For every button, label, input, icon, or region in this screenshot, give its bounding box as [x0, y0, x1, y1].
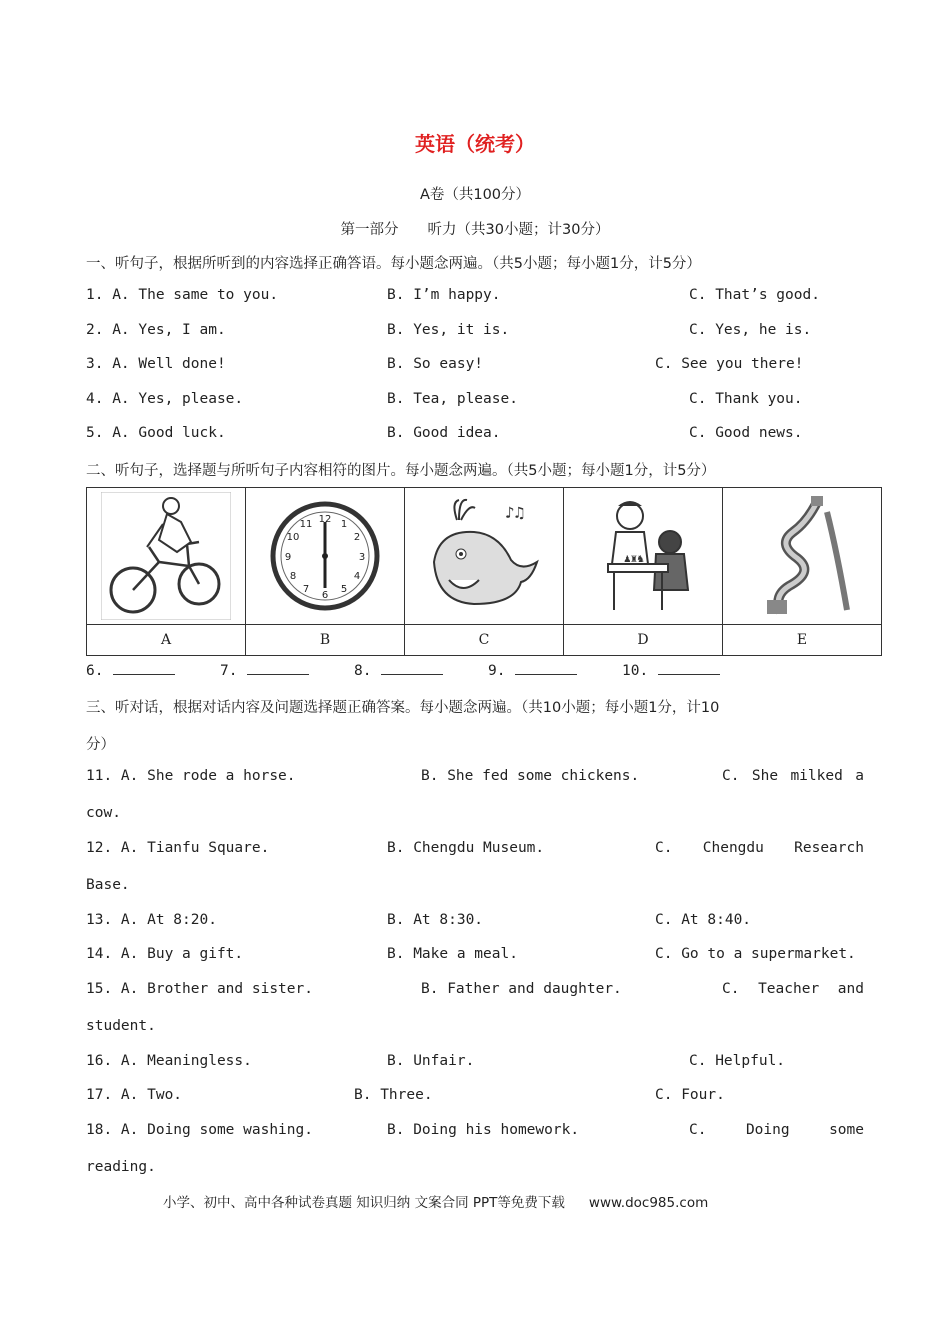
option-b: B. At 8:30.	[387, 912, 484, 928]
section-1-instructions: 一、听句子，根据所听到的内容选择正确答语。每小题念两遍。（共5小题；每小题1分，计5分）	[86, 256, 701, 272]
answer-blank[interactable]	[515, 662, 577, 675]
option-b: B. Father and daughter.	[421, 981, 622, 997]
option-c: C. Thank you.	[689, 391, 803, 407]
option-c-cont: reading.	[86, 1159, 156, 1175]
blank-label: 7.	[220, 663, 238, 679]
svg-text:♟♜♞: ♟♜♞	[624, 552, 644, 565]
picture-c	[405, 488, 564, 625]
option-b: B. Doing his homework.	[387, 1122, 580, 1138]
option-c: C. Go to a supermarket.	[655, 946, 856, 962]
section-3-instructions-cont: 分）	[86, 737, 115, 753]
option-c: C. Helpful.	[689, 1053, 786, 1069]
blank-label: 8.	[354, 663, 372, 679]
option-b: B. Good idea.	[387, 425, 501, 441]
option-c: C. Four.	[655, 1087, 725, 1103]
svg-text:8: 8	[289, 571, 297, 582]
option-b: B. So easy!	[387, 356, 484, 372]
option-b: B. Three.	[354, 1087, 433, 1103]
option-c-cont: Base.	[86, 877, 130, 893]
picture-label-a: A	[87, 625, 246, 656]
section-3-instructions: 三、听对话，根据对话内容及问题选择题正确答案。每小题念两遍。（共10小题；每小题1分，计10	[86, 700, 720, 716]
great-wall-icon	[737, 492, 867, 620]
part-heading: 第一部分 听力（共30小题；计30分）	[340, 222, 610, 238]
option-a: 5. A. Good luck.	[86, 425, 226, 441]
svg-text:3: 3	[358, 552, 366, 563]
option-b: B. Tea, please.	[387, 391, 518, 407]
blank-label: 10.	[622, 663, 649, 679]
option-a: 17. A. Two.	[86, 1087, 183, 1103]
picture-label-d: D	[564, 625, 723, 656]
option-c-cont: student.	[86, 1018, 156, 1034]
svg-text:12: 12	[318, 514, 332, 525]
svg-text:♪♫: ♪♫	[505, 503, 525, 522]
option-a: 1. A. The same to you.	[86, 287, 279, 303]
option-c: C. Teacher and	[722, 981, 864, 997]
option-a: 13. A. At 8:20.	[86, 912, 217, 928]
svg-text:5: 5	[340, 584, 348, 595]
cyclist-icon	[101, 492, 231, 620]
page-title: 英语（统考）	[415, 132, 535, 156]
picture-table	[86, 487, 882, 656]
section-2-instructions: 二、听句子，选择题与所听句子内容相符的图片。每小题念两遍。（共5小题；每小题1分，计5分）	[86, 463, 716, 479]
whale-icon	[419, 492, 549, 620]
picture-label-b: B	[246, 625, 405, 656]
option-c-cont: cow.	[86, 805, 121, 821]
option-a: 15. A. Brother and sister.	[86, 981, 313, 997]
option-c: C. See you there!	[655, 356, 804, 372]
clock-icon	[260, 492, 390, 620]
svg-text:9: 9	[284, 552, 292, 563]
footer-text: 小学、初中、高中各种试卷真题 知识归纳 文案合同 PPT等免费下载	[163, 1195, 565, 1211]
picture-d	[564, 488, 723, 625]
option-b: B. Make a meal.	[387, 946, 518, 962]
picture-label-c: C	[405, 625, 564, 656]
option-a: 2. A. Yes, I am.	[86, 322, 226, 338]
answer-blank[interactable]	[381, 662, 443, 675]
svg-text:2: 2	[353, 532, 361, 543]
footer	[163, 1191, 708, 1211]
answer-blank[interactable]	[658, 662, 720, 675]
option-c: C. Yes, he is.	[689, 322, 812, 338]
option-c: C. At 8:40.	[655, 912, 752, 928]
option-b: B. Chengdu Museum.	[387, 840, 545, 856]
svg-text:1: 1	[340, 519, 348, 530]
option-a: 18. A. Doing some washing.	[86, 1122, 313, 1138]
volume-heading: A卷（共100分）	[419, 187, 531, 203]
blank-label: 6.	[86, 663, 104, 679]
option-a: 11. A. She rode a horse.	[86, 768, 296, 784]
svg-text:10: 10	[286, 532, 300, 543]
picture-label-e: E	[723, 625, 882, 656]
option-a: 14. A. Buy a gift.	[86, 946, 244, 962]
option-b: B. I’m happy.	[387, 287, 501, 303]
chess-players-icon	[578, 492, 708, 620]
option-b: B. Unfair.	[387, 1053, 475, 1069]
option-a: 4. A. Yes, please.	[86, 391, 244, 407]
picture-b	[246, 488, 405, 625]
option-a: 12. A. Tianfu Square.	[86, 840, 270, 856]
svg-text:7: 7	[302, 584, 310, 595]
blank-label: 9.	[488, 663, 506, 679]
svg-text:11: 11	[299, 519, 313, 530]
svg-text:4: 4	[353, 571, 361, 582]
option-c: C. That’s good.	[689, 287, 820, 303]
option-c: C. She milked a	[722, 768, 864, 784]
picture-a	[87, 488, 246, 625]
option-b: B. She fed some chickens.	[421, 768, 640, 784]
answer-blank[interactable]	[247, 662, 309, 675]
footer-link[interactable]: www.doc985.com	[588, 1195, 709, 1211]
option-c: C. Good news.	[689, 425, 803, 441]
svg-text:6: 6	[321, 590, 329, 601]
answer-blank[interactable]	[113, 662, 175, 675]
picture-e	[723, 488, 882, 625]
option-a: 16. A. Meaningless.	[86, 1053, 252, 1069]
option-c: C. Chengdu Research	[655, 840, 864, 856]
option-a: 3. A. Well done!	[86, 356, 226, 372]
option-c: C. Doing some	[689, 1122, 864, 1138]
option-b: B. Yes, it is.	[387, 322, 510, 338]
